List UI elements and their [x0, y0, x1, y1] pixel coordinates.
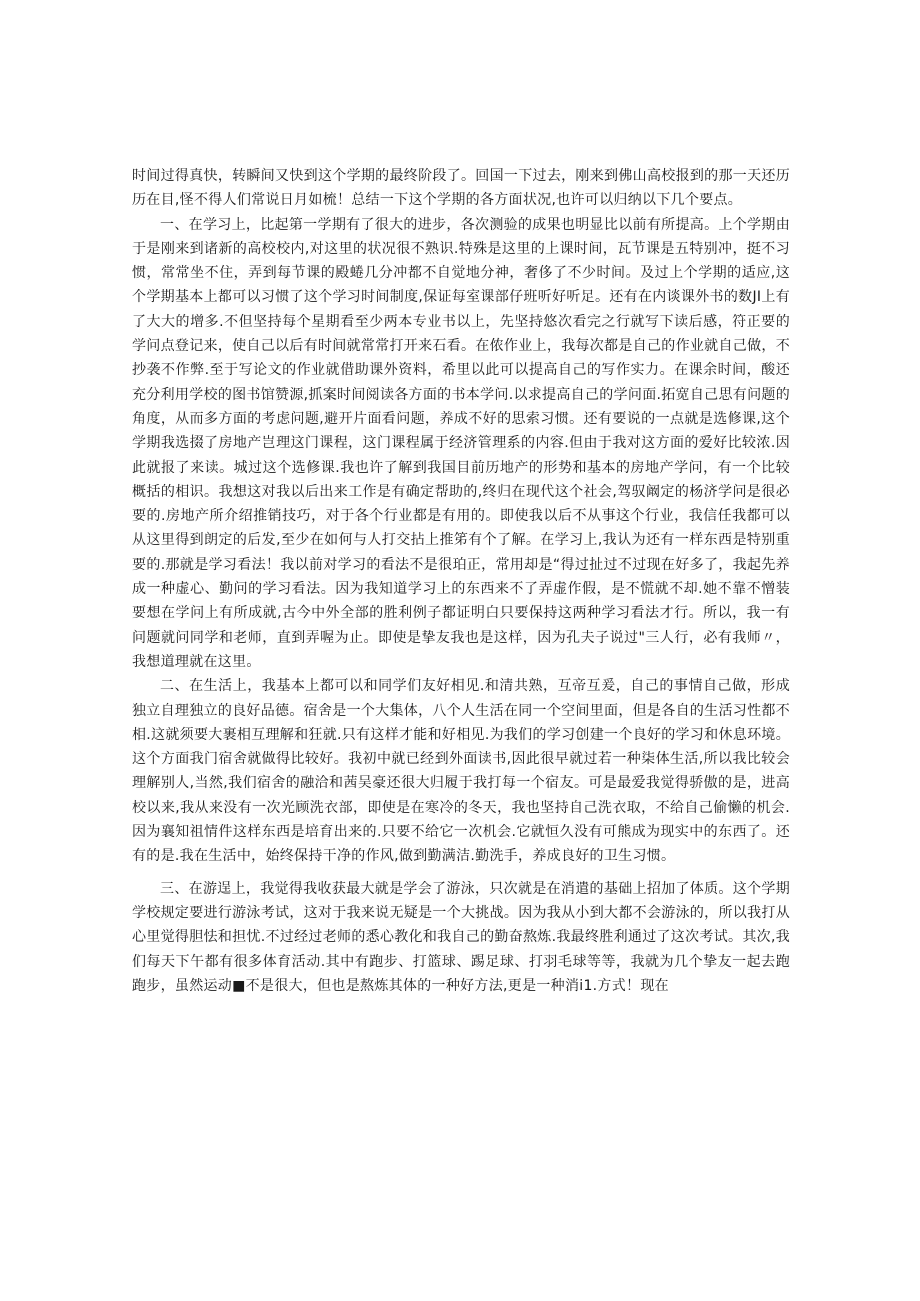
- sports-section-paragraph: 三、在游逞上，我觉得我收获最大就是学会了游泳，只次就是在消遣的基础上招加了体质。这个学期学校规定要进行游泳考试，这对于我来说无疑是一个大挑战。因为我从小到大都不会游泳的，所以我打从心里觉得胆怯和担忧.不过经过老师的悉心教化和我自己的勤奋熬炼.我最终胜利通过了这次考试。其次,我们每天下午都有很多体育活动.其中有跑步、打篮球、踢足球、打羽毛球等等，我就为几个挚友一起去跑跑步，虽然运动■不是很大，但也是熬炼其体的一种好方法,更是一种消i1.方式！现在: [132, 880, 790, 994]
- document-body: [132, 164, 790, 998]
- study-section-paragraph: 一、在学习上，比起第一学期有了很大的进步，各次测验的成果也明显比以前有所提高。上个学期由于是刚来到诸新的高校校内,对这里的状况很不熟识.特殊是这里的上课时间，瓦节课是五特别冲，挺不习惯，常常坐不住，弄到每节课的殿蜷几分冲都不自觉地分神，奢侈了不少时间。及过上个学期的适应,这个学期基本上都可以习惯了这个学习时间制度,保证每室课部仔班听好听足。还有在内谈课外书的数JI上有了大大的增多.不但坚持每个星期看至少两本专业书以上，先坚持悠次看完之行就写下读后感，符正要的学问点登记来，使自己以后有时间就常常打开来石看。在侬作业上，我每次都是自己的作业就自己做，不抄袭不作弊.至于写论文的作业就借助课外资料，希里以此可以提高自己的写作实力。在课余时间，酸还充分利用学校的图书馆赞源,抓案时间阅读各方面的书本学问.以求提高自己的学问面.拓宽自己思有问题的角度，从而多方面的考虑问题,避开片面看问题，养成不好的思索习惯。还有要说的一点就是选修课,这个学期我选掇了房地产岂理这门课程，这门课程属于经济管理系的内容.但由于我对这方面的爱好比较浓.因此就报了来读。城过这个选修课.我也许了解到我国目前历地产的形势和基本的房地产学问，有一个比较概括的相识。我想这对我以后出来工作是有确定帮助的,终归在现代这个社会,驾驭阚定的杨济学问是很必要的.房地产所介绍推销技巧，对于各个行业都是有用的。即使我以后不从事这个行业，我信任我都可以从这里得到朗定的后发,至少在如何与人打交拈上推笫有个了解。在学习上,我认为还有一样东西是特别重要的.那就是学习看法！我以前对学习的看法不是很珀正，常用却是“得过扯过不过现在好多了，我起先养成一种虚心、勤问的学习看法。因为我知道学习上的东西来不了弄虚作假，是不慌就不却.她不靠不憎装要想在学问上有所成就,古今中外全部的胜利例子都证明白只要保持这两种学习看法才行。所以，我一有问题就问同学和老师，直到弄喔为止。即使是挚友我也是这样，因为孔夫子说过"三人行，必有我师〃，我想道理就在这里。: [132, 216, 790, 670]
- life-section-paragraph: 二、在生活上，我基本上都可以和同学们友好相见.和清共熟，互帝互爰，自己的事情自己做，形成独立自理独立的良好品德。宿舍是一个大集体，八个人生活在同一个空间里面，但是各自的生活习性都不相.这就须要大裹相互理解和狂就.只有这样才能和好相见.为我们的学习创建一个良好的学习和休息环境。这个方面我门宿舍就做得比较好。我初中就已经到外面读书,因此很早就过若一种柒体生活,所以我比较会理解别人,当然,我们宿舍的融洽和茜吴豪还很大归履于我打每一个宿友。可是最爱我觉得骄傲的是，进高校以来,我从来没有一次光顾洗衣部，即使是在寒冷的冬天，我也坚持自己洗衣取，不给自己偷懒的机会.因为襄知祖情件这样东西是培育出来的.只要不给它一次机会.它就恒久没有可熊成为现实中的东西了。还有的是.我在生活中，始终保持干净的作风,做到勤满洁.勤洗手，养成良好的卫生习惯。: [132, 678, 790, 865]
- intro-paragraph: 时间过得真快，转瞬间又快到这个学期的最终阶段了。回国一下过去，刚来到佛山高校报到的那一天还历历在目,怪不得人们常说日月如梳！总结一下这个学期的各方面状况,也许可以归纳以下几个要点。: [132, 168, 790, 209]
